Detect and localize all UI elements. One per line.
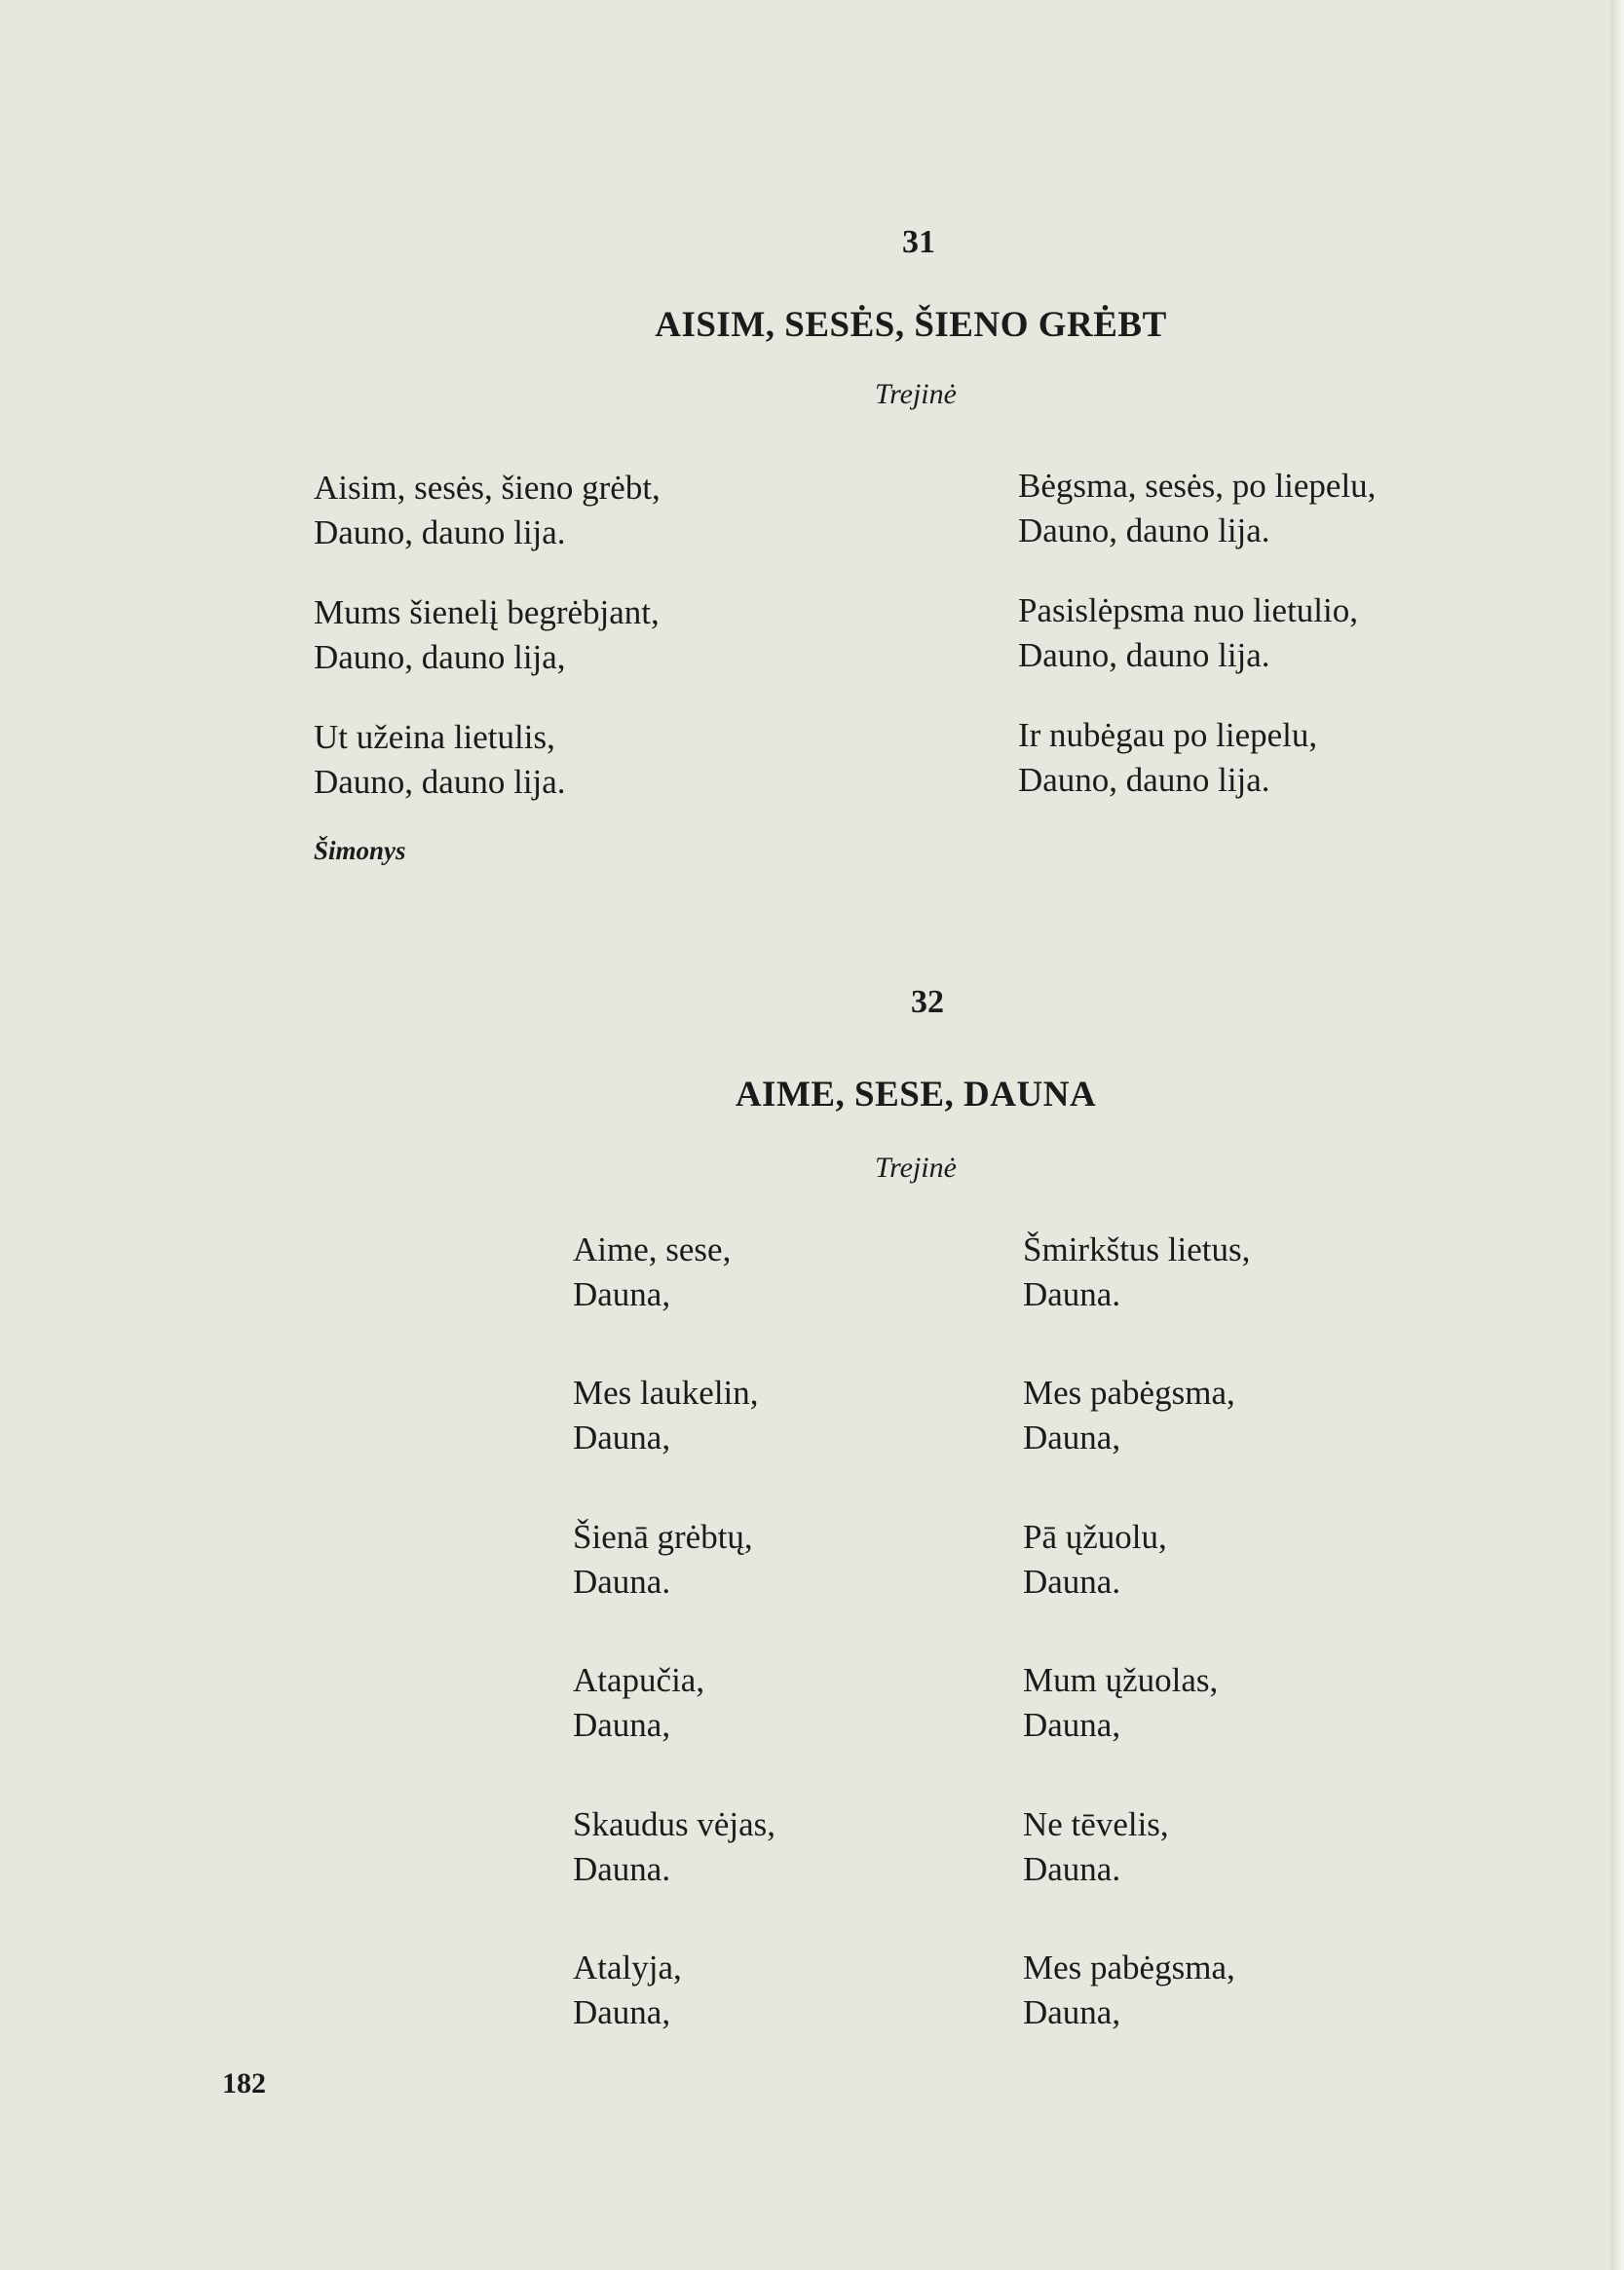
song-32-number: 32 xyxy=(911,984,944,1020)
page-number: 182 xyxy=(222,2067,266,2100)
song-31-subtitle: Trejinė xyxy=(875,378,957,410)
verse-line: Ut užeina lietulis, xyxy=(314,718,555,756)
refrain-line: Dauna. xyxy=(573,1850,671,1888)
song-32-left-stanza-3 xyxy=(573,1515,753,1605)
song-32-left-stanza-6 xyxy=(573,1946,682,2035)
refrain-line: Dauno, dauno lija, xyxy=(314,638,566,676)
refrain-line: Dauna, xyxy=(573,1993,671,2031)
verse-line: Ir nubėgau po liepelu, xyxy=(1018,716,1318,754)
refrain-line: Dauno, dauno lija. xyxy=(1018,761,1270,799)
refrain-line: Dauna. xyxy=(573,1563,671,1601)
song-31-left-stanza-1 xyxy=(314,466,661,555)
refrain-line: Dauna, xyxy=(573,1706,671,1744)
refrain-line: Dauna, xyxy=(573,1275,671,1313)
refrain-line: Dauno, dauno lija. xyxy=(314,513,566,551)
verse-line: Mes pabėgsma, xyxy=(1023,1374,1235,1412)
song-31-left-stanza-2 xyxy=(314,590,660,680)
song-31-number: 31 xyxy=(902,224,935,260)
page-edge xyxy=(1610,0,1624,2270)
song-32-title: AIME, SESE, DAUNA xyxy=(735,1075,1097,1115)
verse-line: Aime, sese, xyxy=(573,1230,732,1268)
verse-line: Aisim, sesės, šieno grėbt, xyxy=(314,469,661,507)
refrain-line: Dauna, xyxy=(1023,1706,1121,1744)
song-31-right-stanza-3 xyxy=(1018,713,1317,803)
refrain-line: Dauna. xyxy=(1023,1850,1121,1888)
song-31-left-stanza-3 xyxy=(314,715,566,805)
refrain-line: Dauna, xyxy=(1023,1419,1121,1457)
verse-line: Atapučia, xyxy=(573,1661,705,1699)
verse-line: Pasislėpsma nuo lietulio, xyxy=(1018,591,1359,629)
refrain-line: Dauno, dauno lija. xyxy=(1018,636,1270,674)
verse-line: Šmirkštus lietus, xyxy=(1023,1230,1251,1268)
refrain-line: Dauna, xyxy=(573,1419,671,1457)
refrain-line: Dauna. xyxy=(1023,1275,1121,1313)
song-31-origin: Šimonys xyxy=(314,836,406,865)
song-32-right-stanza-5 xyxy=(1023,1802,1169,1892)
verse-line: Mum ųžuolas, xyxy=(1023,1661,1219,1699)
song-32-right-stanza-2 xyxy=(1023,1371,1235,1460)
verse-line: Mums šienelį begrėbjant, xyxy=(314,593,660,631)
refrain-line: Dauna. xyxy=(1023,1563,1121,1601)
verse-line: Ne tēvelis, xyxy=(1023,1805,1169,1843)
verse-line: Mes laukelin, xyxy=(573,1374,759,1412)
song-32-left-stanza-2 xyxy=(573,1371,759,1460)
verse-line: Bėgsma, sesės, po liepelu, xyxy=(1018,467,1377,505)
song-32-right-stanza-3 xyxy=(1023,1515,1167,1605)
song-31-title: AISIM, SESĖS, ŠIENO GRĖBT xyxy=(655,305,1167,345)
verse-line: Mes pabėgsma, xyxy=(1023,1948,1235,1986)
song-31-right-stanza-1 xyxy=(1018,464,1376,553)
song-32-left-stanza-4 xyxy=(573,1658,704,1748)
verse-line: Atalyja, xyxy=(573,1948,682,1986)
song-32-right-stanza-6 xyxy=(1023,1946,1235,2035)
refrain-line: Dauno, dauno lija. xyxy=(314,763,566,801)
verse-line: Pā ųžuolu, xyxy=(1023,1518,1167,1556)
song-32-subtitle: Trejinė xyxy=(875,1152,957,1184)
refrain-line: Dauna, xyxy=(1023,1993,1121,2031)
refrain-line: Dauno, dauno lija. xyxy=(1018,511,1270,549)
song-32-right-stanza-4 xyxy=(1023,1658,1218,1748)
song-31-right-stanza-2 xyxy=(1018,588,1358,678)
verse-line: Šienā grėbtų, xyxy=(573,1518,753,1556)
song-32-left-stanza-5 xyxy=(573,1802,775,1892)
verse-line: Skaudus vėjas, xyxy=(573,1805,776,1843)
song-32-left-stanza-1 xyxy=(573,1228,731,1317)
song-32-right-stanza-1 xyxy=(1023,1228,1250,1317)
